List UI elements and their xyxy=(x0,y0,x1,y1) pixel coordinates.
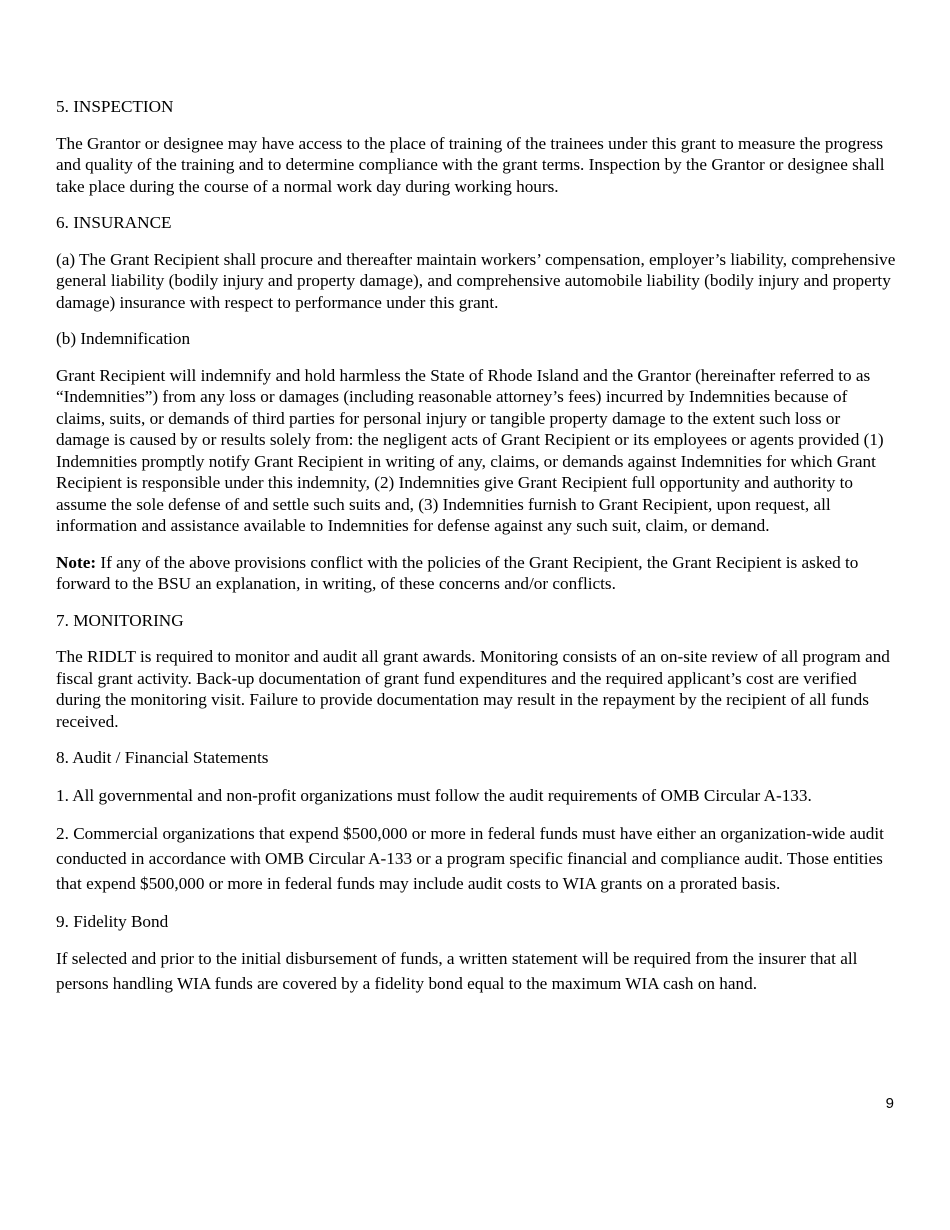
indemnification-paragraph: Grant Recipient will indemnify and hold harmless the State of Rhode Island and the Grantor (hereinafter referred to as “Indemnities”) from any loss or damages (including reasonable attorney’s fees) incurred by Indemnities because of claims, suits, or demands of third parties for personal injury or tangible property damage to the extent such loss or damage is caused by or results solely from: the negligent acts of Grant Recipient or its employees or agents provided (1) Indemnities promptly notify Grant Recipient in writing of any, claims, or demands against Indemnities for which Grant Recipient is responsible under this indemnity, (2) Indemnities give Grant Recipient full opportunity and authority to assume the sole defense of and settle such suits and, (3) Indemnities furnish to Grant Recipient, upon request, all information and assistance available to Indemnities for defense against any such suit, claim, or demand. xyxy=(56,365,884,535)
section-heading-insurance: 6. INSURANCE xyxy=(56,213,172,232)
document-page xyxy=(56,96,896,1011)
inspection-paragraph: The Grantor or designee may have access to the place of training of the trainees under this grant to measure the progress and quality of the training and to determine compliance with the grant terms. Inspection by the Grantor or designee shall take place during the course of a normal work day during working hours. xyxy=(56,133,885,196)
note-text: If any of the above provisions conflict with the policies of the Grant Recipient, the Grant Recipient is asked to forward to the BSU an explanation, in writing, of these concerns and/or conflicts. xyxy=(56,552,859,593)
section-heading-fidelity: 9. Fidelity Bond xyxy=(56,911,169,931)
note-label: Note: xyxy=(56,552,97,572)
section-heading-inspection: 5. INSPECTION xyxy=(56,97,174,116)
fidelity-paragraph: If selected and prior to the initial disbursement of funds, a written statement will be required from the insurer that all persons handling WIA funds are covered by a fidelity bond equal to the maximum WIA cash on hand. xyxy=(56,949,858,993)
audit-item-2: 2. Commercial organizations that expend $500,000 or more in federal funds must have either an organization-wide audit conducted in accordance with OMB Circular A-133 or a program specific financial and compliance audit. Those entities that expend $500,000 or more in federal funds may include audit costs to WIA grants on a prorated basis. xyxy=(56,824,884,893)
note-paragraph xyxy=(56,552,896,595)
section-heading-monitoring: 7. MONITORING xyxy=(56,610,184,630)
monitoring-paragraph: The RIDLT is required to monitor and audit all grant awards. Monitoring consists of an on-site review of all program and fiscal grant activity. Back-up documentation of grant fund expenditures and the required applicant’s cost are verified during the monitoring visit. Failure to provide documentation may result in the repayment by the recipient of all funds received. xyxy=(56,647,890,731)
indemnification-subheading: (b) Indemnification xyxy=(56,329,191,348)
insurance-paragraph-a: (a) The Grant Recipient shall procure and thereafter maintain workers’ compensation, employer’s liability, comprehensive general liability (bodily injury and property damage), and comprehensive automobile liability (bodily injury and property damage) insurance with respect to performance under this grant. xyxy=(56,249,896,312)
section-heading-audit: 8. Audit / Financial Statements xyxy=(56,748,269,767)
audit-item-1: 1. All governmental and non-profit organizations must follow the audit requirements of OMB Circular A-133. xyxy=(56,785,812,805)
page-number: 9 xyxy=(885,1095,894,1112)
